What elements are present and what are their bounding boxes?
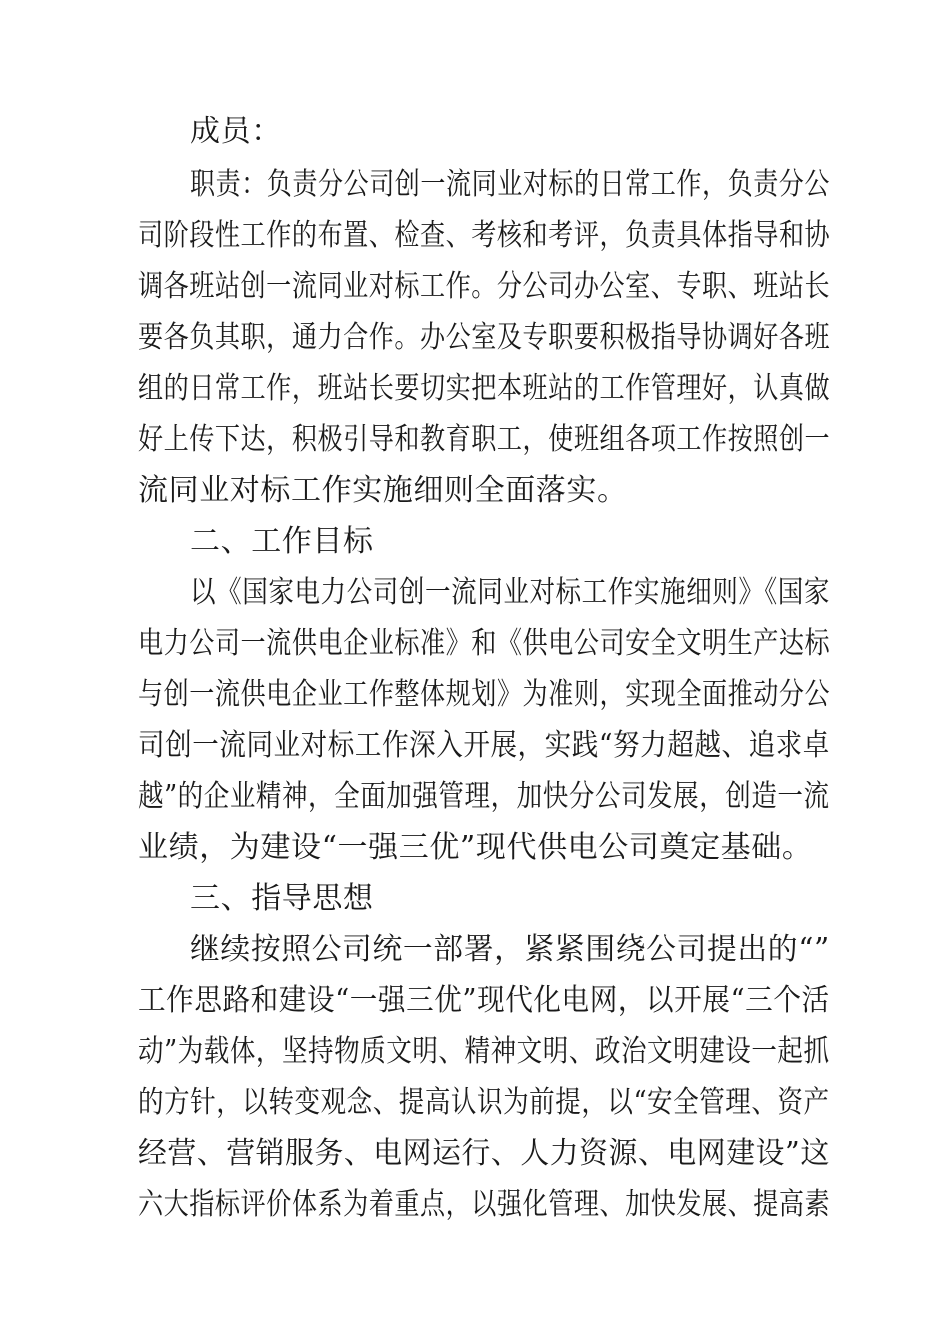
paragraph-line: 职责：负责分公司创一流同业对标的日常工作，负责分公: [190, 167, 830, 202]
paragraph-line: 流同业对标工作实施细则全面落实。: [138, 473, 628, 508]
paragraph-line: 经营、营销服务、电网运行、人力资源、电网建设”这: [138, 1136, 830, 1171]
members-heading: 成员：: [190, 114, 282, 149]
paragraph-line: 与创一流供电企业工作整体规划》为准则，实现全面推动分公: [138, 677, 831, 712]
paragraph-line: 好上传下达，积极引导和教育职工，使班组各项工作按照创一: [138, 422, 831, 457]
paragraph-line: 要各负其职，通力合作。办公室及专职要积极指导协调好各班: [138, 320, 831, 355]
paragraph-line: 组的日常工作，班站长要切实把本班站的工作管理好，认真做: [138, 371, 831, 406]
section-heading-goals: 二、工作目标: [190, 524, 374, 559]
paragraph-line: 以《国家电力公司创一流同业对标工作实施细则》《国家: [190, 575, 830, 610]
paragraph-line: 六大指标评价体系为着重点，以强化管理、加快发展、提高素: [138, 1187, 831, 1222]
paragraph-line: 电力公司一流供电企业标准》和《供电公司安全文明生产达标: [138, 626, 831, 661]
paragraph-line: 司阶段性工作的布置、检查、考核和考评，负责具体指导和协: [138, 218, 831, 253]
paragraph-line: 动”为载体，坚持物质文明、精神文明、政治文明建设一起抓: [138, 1034, 830, 1069]
paragraph-line: 调各班站创一流同业对标工作。分公司办公室、专职、班站长: [138, 269, 831, 304]
paragraph-line: 越”的企业精神，全面加强管理，加快分公司发展，创造一流: [138, 779, 830, 814]
paragraph-line: 的方针，以转变观念、提高认识为前提，以“安全管理、资产: [138, 1085, 830, 1120]
paragraph-line: 业绩，为建设“一强三优”现代供电公司奠定基础。: [138, 830, 813, 865]
paragraph-line: 司创一流同业对标工作深入开展，实践“努力超越、追求卓: [138, 728, 830, 763]
paragraph-line: 工作思路和建设“一强三优”现代化电网，以开展“三个活: [138, 983, 830, 1018]
section-heading-guidance: 三、指导思想: [190, 881, 374, 916]
paragraph-line: 继续按照公司统一部署，紧紧围绕公司提出的“”: [190, 932, 830, 967]
